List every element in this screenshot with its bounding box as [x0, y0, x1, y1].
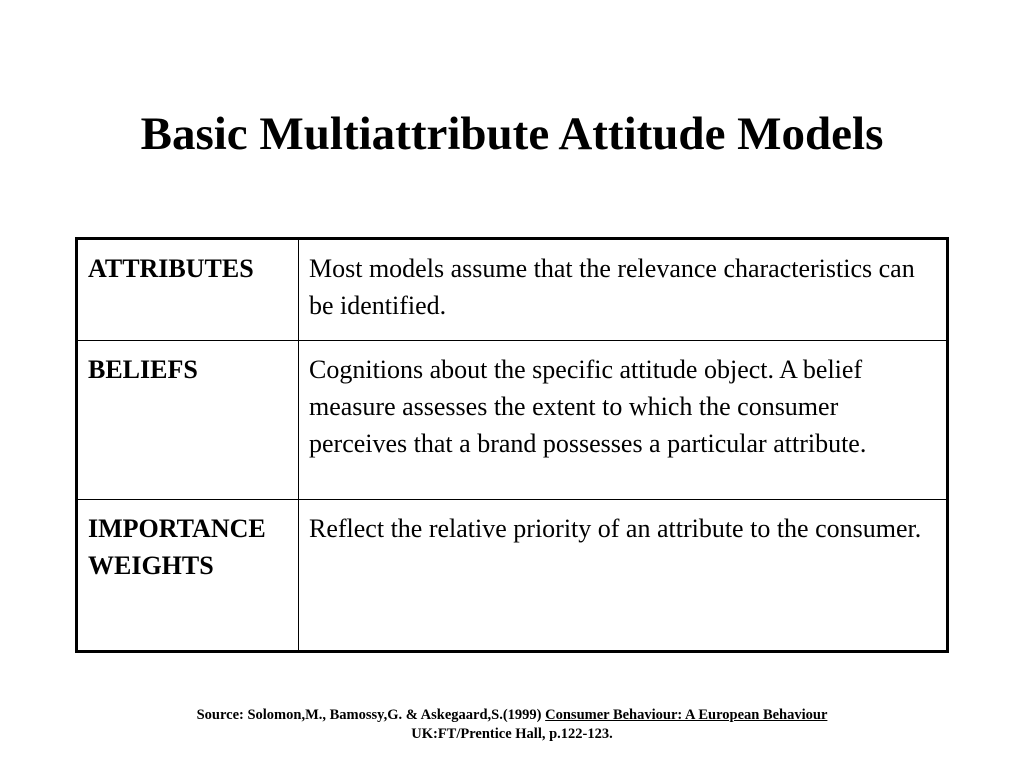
- definition-cell-attributes: Most models assume that the relevance characteristics can be identified.: [299, 239, 948, 341]
- source-citation-publisher: UK:FT/Prentice Hall, p.122-123.: [411, 726, 613, 742]
- attributes-table-container: [75, 237, 949, 653]
- table-row: [77, 239, 948, 341]
- slide-title: Basic Multiattribute Attitude Models: [140, 108, 884, 160]
- definition-cell-importance-weights: Reflect the relative priority of an attribute to the consumer.: [299, 500, 948, 652]
- source-book-title: Consumer Behaviour: A European Behaviour: [545, 707, 828, 723]
- table-row: [77, 341, 948, 500]
- term-cell-importance-weights: IMPORTANCE WEIGHTS: [77, 500, 299, 652]
- attributes-table: [75, 237, 949, 653]
- term-cell-beliefs: BELIEFS: [77, 341, 299, 500]
- source-citation-prefix: Source: Solomon,M., Bamossy,G. & Askegaard,S.(1999): [196, 707, 542, 723]
- definition-cell-beliefs: Cognitions about the specific attitude object. A belief measure assesses the extent to which the consumer perceives that a brand possesses a particular attribute.: [299, 341, 948, 500]
- source-citation: [0, 706, 1024, 744]
- term-cell-attributes: ATTRIBUTES: [77, 239, 299, 341]
- table-row: [77, 500, 948, 652]
